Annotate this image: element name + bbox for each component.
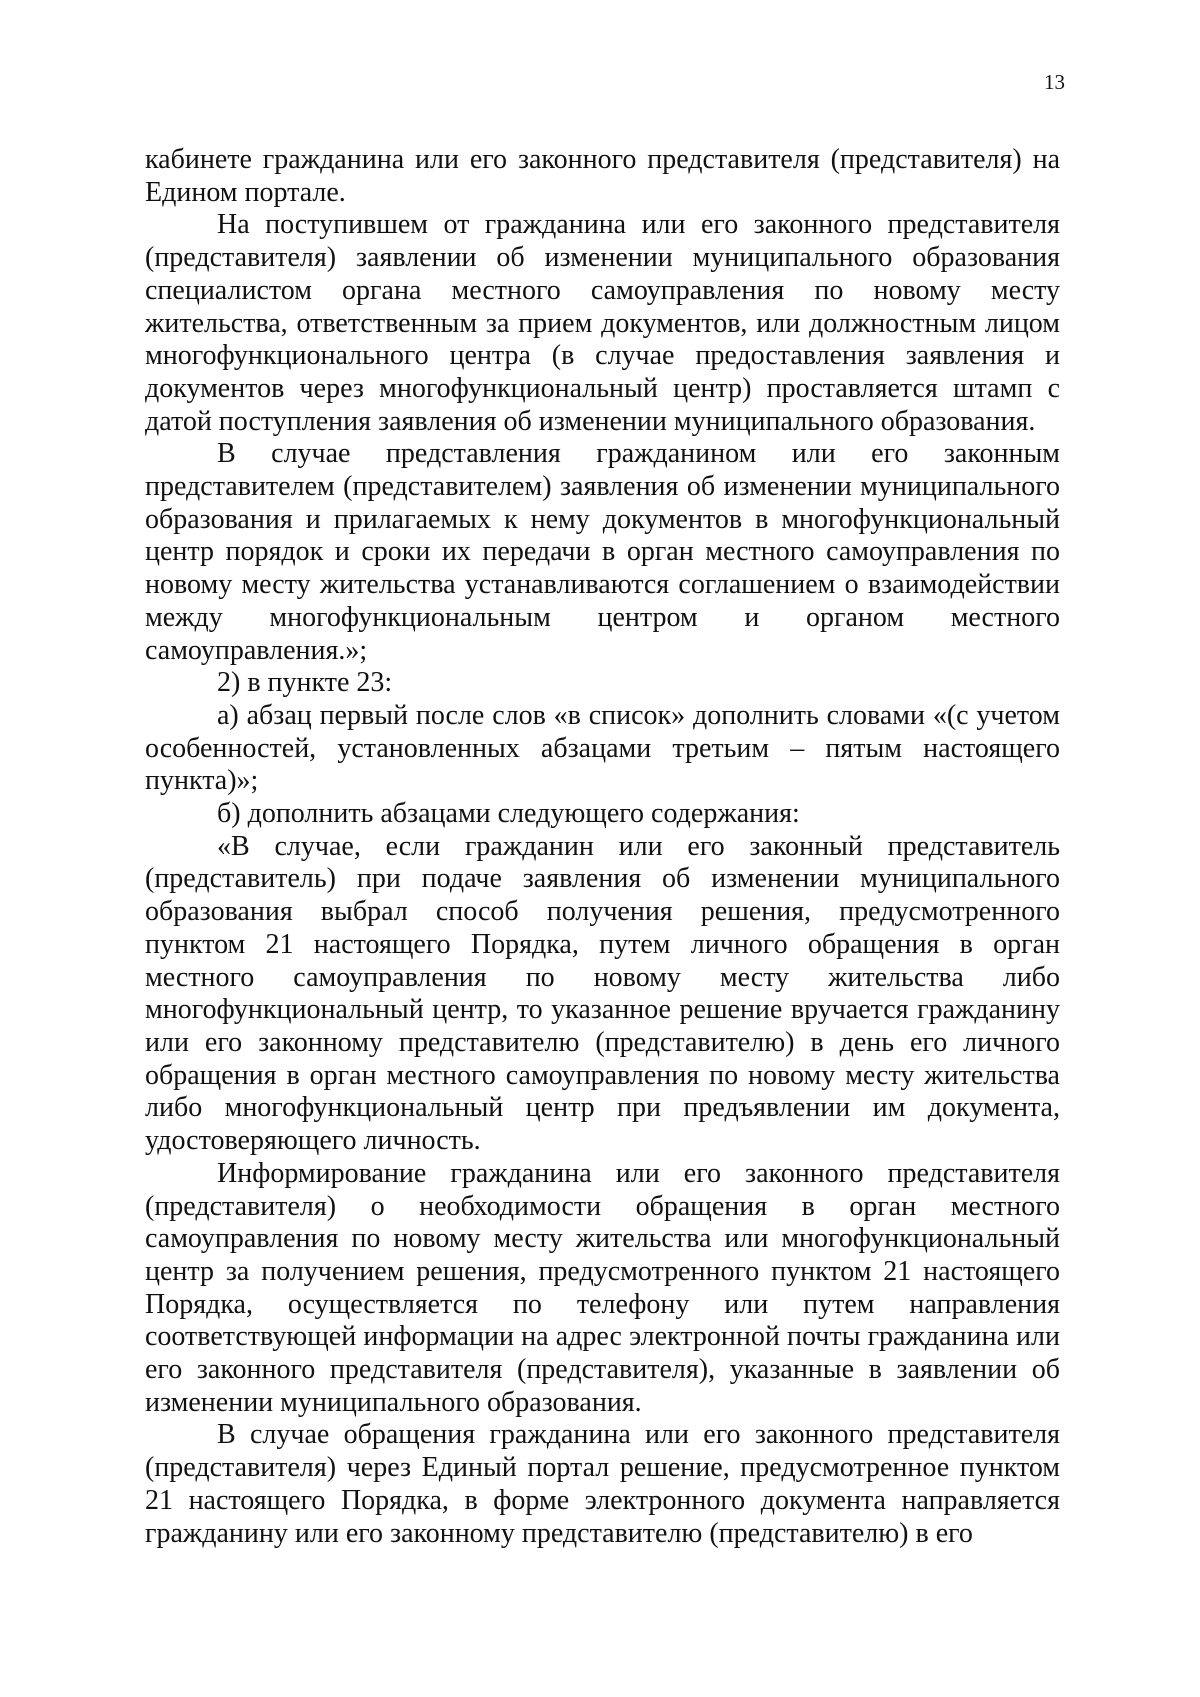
page-number: 13 (1044, 70, 1065, 94)
paragraph-informing: Информирование гражданина или его законного представителя (представителя) о необходимости обращения в орган местного самоуправления по новому месту жительства или многофункциональный центр за получением решения, предусмотренного пунктом 21 настоящего Порядка, осуществляется по телефону или путем направления соответствующей информации на адрес электронной почты гражданина или его законного представителя (представителя), указанные в заявлении об изменении муниципального образования. (145, 1157, 1060, 1418)
paragraph-mfc-transfer: В случае представления гражданином или его законным представителем (представителем) заявления об изменении муниципального образования и прилагаемых к нему документов в многофункциональный центр порядок и сроки их передачи в орган местного самоуправления по новому месту жительства устанавливаются соглашением о взаимодействии между многофункциональным центром и органом местного самоуправления.»; (145, 438, 1060, 666)
paragraph-continuation: кабинете гражданина или его законного представителя (представителя) на Едином портале. (145, 144, 1060, 208)
paragraph-subitem-a: а) абзац первый после слов «в список» дополнить словами «(с учетом особенностей, установленных абзацами третьим – пятым настоящего пункта)»; (145, 699, 1060, 797)
paragraph-item-2: 2) в пункте 23: (217, 667, 393, 699)
paragraph-unified-portal: В случае обращения гражданина или его законного представителя (представителя) через Единый портал решение, предусмотренное пунктом 21 настоящего Порядка, в форме электронного документа направляется гражданину или его законному представителю (представителю) в его (145, 1419, 1060, 1549)
document-body (145, 144, 1060, 1550)
paragraph-personal-delivery: «В случае, если гражданин или его законный представитель (представитель) при подаче заявления об изменении муниципального образования выбрал способ получения решения, предусмотренного пунктом 21 настоящего Порядка, путем личного обращения в орган местного самоуправления по новому месту жительства либо многофункциональный центр, то указанное решение вручается гражданину или его законному представителю (представителю) в день его личного обращения в орган местного самоуправления по новому месту жительства либо многофункциональный центр при предъявлении им документа, удостоверяющего личность. (145, 830, 1060, 1157)
paragraph-stamp-on-application: На поступившем от гражданина или его законного представителя (представителя) заявлении об изменении муниципального образования специалистом органа местного самоуправления по новому месту жительства, ответственным за прием документов, или должностным лицом многофункционального центра (в случае предоставления заявления и документов через многофункциональный центр) проставляется штамп с датой поступления заявления об изменении муниципального образования. (145, 209, 1060, 437)
paragraph-subitem-b: б) дополнить абзацами следующего содержания: (217, 798, 800, 830)
